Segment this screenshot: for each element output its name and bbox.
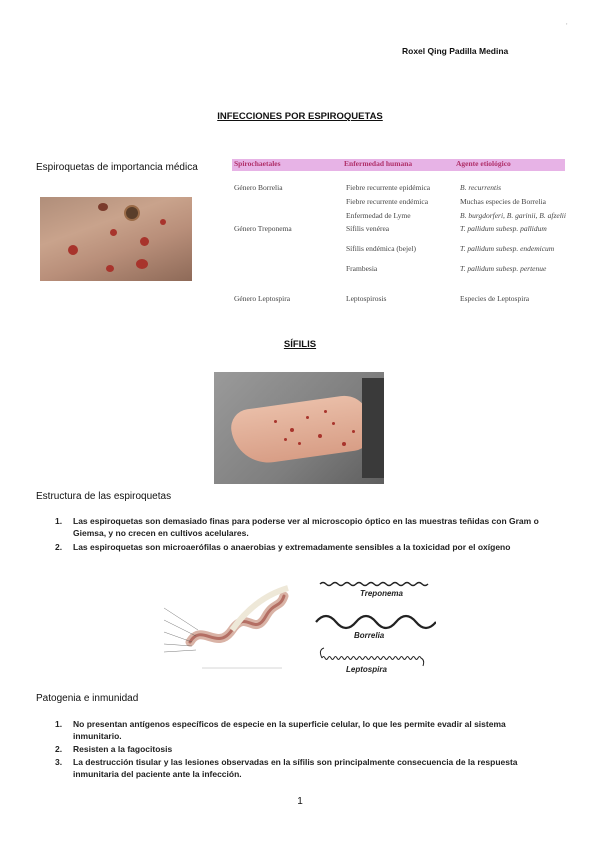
table-cell: Sífilis endémica (bejel) <box>346 244 416 253</box>
table-cell <box>232 264 344 273</box>
table-row <box>232 183 571 192</box>
spirochete-forms-figure <box>312 578 436 674</box>
table-cell: B. recurrentis <box>460 183 502 192</box>
document-title: INFECCIONES POR ESPIROQUETAS <box>217 111 383 122</box>
table-header <box>232 159 565 171</box>
table-cell: Fiebre recurrente endémica <box>346 197 429 206</box>
table-cell: Frambesia <box>346 264 378 273</box>
treponema-shape <box>320 583 428 586</box>
table-row <box>232 224 571 233</box>
list-item <box>55 718 568 742</box>
list-number: 1. <box>55 719 63 729</box>
table-cell: Género Leptospira <box>234 294 291 303</box>
table-cell: Leptospirosis <box>346 294 387 303</box>
table-cell: T. pallidum subesp. endemicum <box>460 244 555 253</box>
leptospira-label: Leptospira <box>346 665 387 674</box>
table-cell: Muchas especies de Borrelia <box>460 197 547 206</box>
corner-mark: ' <box>566 22 568 31</box>
table-cell: Fiebre recurrente epidémica <box>346 183 431 192</box>
table-cell <box>232 244 344 253</box>
table-cell: T. pallidum subesp. pertenue <box>460 264 547 273</box>
list-item <box>55 515 568 539</box>
table-cell: T. pallidum subesp. pallidum <box>460 224 547 233</box>
list-text: inmunitaria del paciente ante la infección. <box>73 769 242 779</box>
list-text: Las espiroquetas son microaerófilas o anaerobias y extremadamente sensibles a la toxicidad por el oxígeno <box>73 542 511 552</box>
borrelia-label: Borrelia <box>354 631 385 640</box>
list-text: La destrucción tisular y las lesiones observadas en la sífilis son principalmente consecuencia de la respuesta <box>73 757 518 767</box>
list-number: 2. <box>55 542 63 552</box>
list-text: inmunitario. <box>73 731 122 741</box>
list-number: 1. <box>55 516 63 526</box>
list-item <box>55 541 568 553</box>
sleeve-shape <box>362 378 384 478</box>
table-row <box>232 211 571 220</box>
borrelia-shape <box>316 616 436 628</box>
section-heading-structure: Estructura de las espiroquetas <box>36 491 172 502</box>
leptospira-shape <box>320 648 423 666</box>
neck-lesions-photo <box>40 197 192 281</box>
list-text: No presentan antígenos específicos de especie en la superficie celular, lo que les permite evadir al sistema <box>73 719 506 729</box>
table-row <box>232 244 571 253</box>
spirochete-structure-diagram <box>162 582 294 672</box>
author-name: Roxel Qing Padilla Medina <box>402 46 509 56</box>
table-row <box>232 294 571 303</box>
table-cell: Género Borrelia <box>234 183 283 192</box>
table-cell: Especies de Leptospira <box>460 294 530 303</box>
list-text: Giemsa, y no crecen en cultivos acelulares. <box>73 528 249 538</box>
palm-rash-photo <box>214 372 384 484</box>
header-cell: Agente etiológico <box>456 159 511 168</box>
table-row <box>232 197 571 206</box>
syphilis-title: SÍFILIS <box>283 339 317 350</box>
list-number: 3. <box>55 757 63 767</box>
table-cell <box>232 211 344 220</box>
table-row <box>232 264 571 273</box>
section-heading-pathogenesis: Patogenia e inmunidad <box>36 693 139 704</box>
table-cell: Sífilis venérea <box>346 224 390 233</box>
list-number: 2. <box>55 744 63 754</box>
list-item <box>55 743 568 755</box>
header-cell: Spirochaetales <box>234 159 281 168</box>
table-cell: B. burgdorferi, B. garinii, B. afzelii <box>460 211 566 220</box>
list-text: Las espiroquetas son demasiado finas para poderse ver al microscopio óptico en las muestras teñidas con Gram o <box>73 516 539 526</box>
table-cell: Género Treponema <box>234 224 292 233</box>
treponema-label: Treponema <box>360 589 403 598</box>
list-text: Resisten a la fagocitosis <box>73 744 173 754</box>
page-number: 1 <box>297 796 303 807</box>
spirochetes-table <box>232 159 566 303</box>
section-heading-importance: Espiroquetas de importancia médica <box>36 162 198 173</box>
table-cell <box>232 197 344 206</box>
list-item <box>55 756 568 780</box>
header-cell: Enfermedad humana <box>344 159 413 168</box>
table-cell: Enfermedad de Lyme <box>346 211 411 220</box>
